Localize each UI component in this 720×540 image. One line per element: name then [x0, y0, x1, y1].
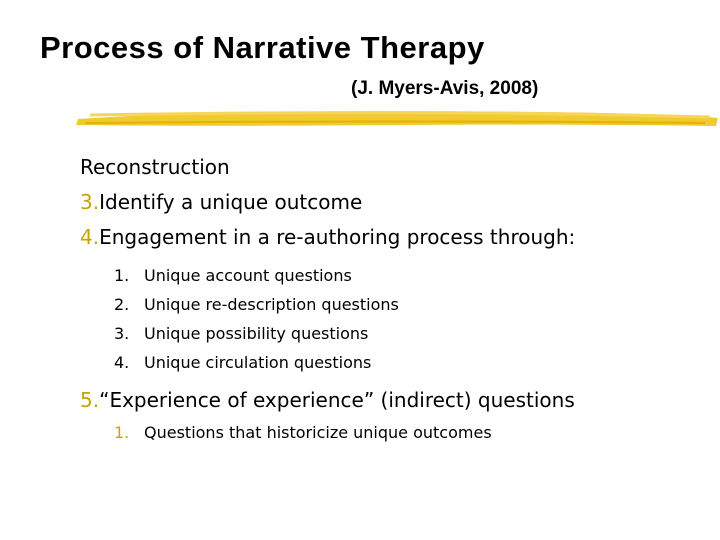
list-item-4	[80, 220, 700, 255]
list-number: 4.	[80, 225, 100, 249]
sub-number: 4.	[114, 353, 130, 372]
list-number: 3.	[80, 190, 100, 214]
sub-item-4	[80, 348, 700, 377]
slide-content	[80, 150, 700, 447]
slide-title: Process of Narrative Therapy	[40, 30, 485, 65]
sub-text: Unique possibility questions	[144, 324, 369, 343]
sub-text: Unique circulation questions	[144, 353, 372, 372]
sub-item-5-1	[80, 418, 700, 447]
sub-number: 2.	[114, 295, 130, 314]
sub-text: Unique re-description questions	[144, 295, 399, 314]
list-text: Identify a unique outcome	[99, 190, 363, 214]
sub-item-2	[80, 290, 700, 319]
list-item-5	[80, 383, 700, 418]
list-item-3	[80, 185, 700, 220]
list-number: 5.	[80, 388, 100, 412]
slide-subtitle: (J. Myers-Avis, 2008)	[351, 78, 539, 99]
sub-number: 3.	[114, 324, 130, 343]
sub-text: Questions that historicize unique outcomes	[144, 423, 492, 442]
heading-reconstruction: Reconstruction	[80, 155, 230, 179]
highlighter-rule	[70, 106, 720, 132]
sub-item-3	[80, 319, 700, 348]
sub-number: 1.	[114, 423, 130, 442]
sub-number: 1.	[114, 266, 130, 285]
list-text: “Experience of experience” (indirect) questions	[99, 388, 575, 412]
sub-item-1	[80, 261, 700, 290]
sub-text: Unique account questions	[144, 266, 352, 285]
list-text: Engagement in a re-authoring process through:	[99, 225, 576, 249]
